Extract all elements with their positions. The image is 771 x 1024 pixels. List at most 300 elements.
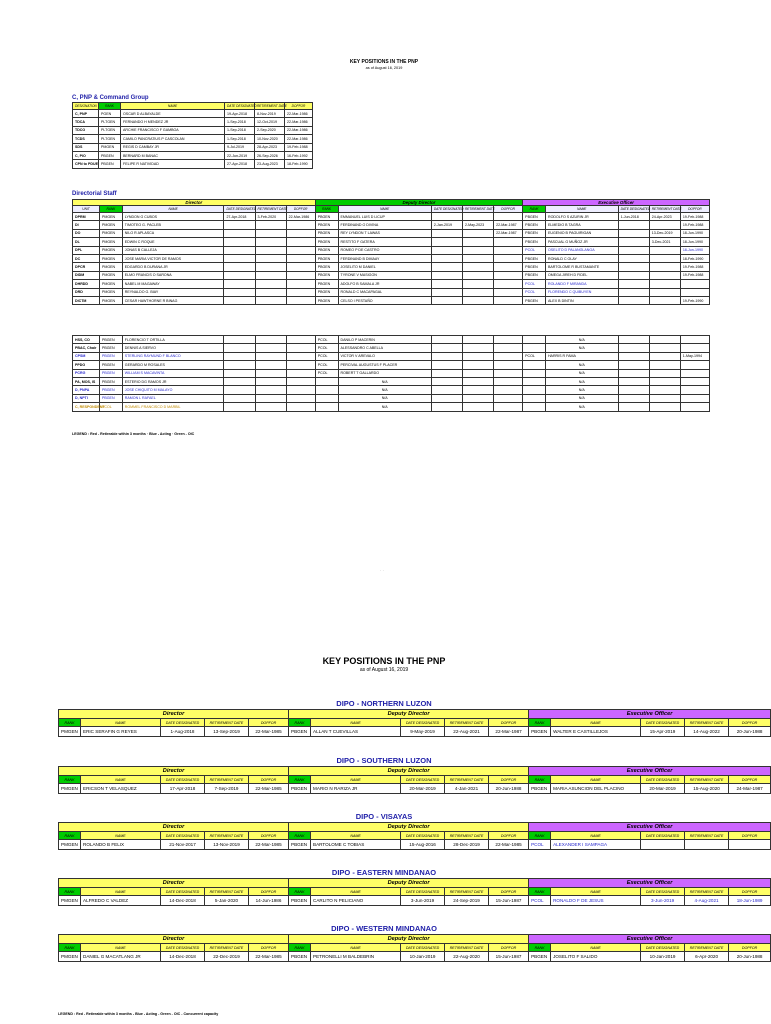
table-header-row xyxy=(59,832,771,840)
table-cell xyxy=(462,352,493,360)
table-cell xyxy=(286,352,315,360)
table-cell: 14-Jun-1986 xyxy=(249,896,289,906)
table-row xyxy=(73,361,710,369)
table-cell xyxy=(494,296,523,304)
table-cell xyxy=(680,394,709,402)
table-cell xyxy=(649,394,680,402)
table-cell xyxy=(224,221,255,229)
table-cell: PBGEN xyxy=(315,280,338,288)
table-cell: WALTER E CASTILLEJOS xyxy=(551,727,641,737)
table-cell: 3-Jun-2019 xyxy=(401,896,445,906)
table-cell: PCOL xyxy=(523,288,546,296)
column-header: DOPFOR xyxy=(729,888,771,896)
table-cell: 24-Mar-1987 xyxy=(729,784,771,794)
table-cell: 28-Apr-2023 xyxy=(255,143,285,151)
table-cell: ROMMEL FRANCISCO D MARBIL xyxy=(122,403,224,411)
table-cell xyxy=(286,377,315,385)
table-row xyxy=(73,229,710,237)
table-cell: PBGEN xyxy=(99,394,122,402)
table-cell: 15-Aug-2020 xyxy=(685,784,729,794)
column-header: RANK xyxy=(289,944,311,952)
table-cell: 22-Mar-1986 xyxy=(285,135,313,143)
column-header: RANK xyxy=(59,888,81,896)
column-header: DATE DESIGNATED xyxy=(641,776,685,784)
table-cell: ELMEDIO B TAGRA xyxy=(545,221,618,229)
table-cell: RESTITO F GATERA xyxy=(338,238,431,246)
table-cell xyxy=(286,238,315,246)
table-cell xyxy=(494,246,523,254)
table-cell: 6-Apr-2020 xyxy=(685,952,729,962)
table-cell: 24-Apr-2023 xyxy=(649,213,680,221)
table-cell: C, PNP xyxy=(73,110,99,118)
table-cell: HSS, CO xyxy=(73,336,100,344)
table-cell: RONALDO F DE JESUS xyxy=(551,896,641,906)
table-cell: ALLAN T CUEVILLAS xyxy=(311,727,401,737)
table-cell xyxy=(494,394,523,402)
table-cell: PCOL xyxy=(529,840,551,850)
table-cell xyxy=(618,344,649,352)
table-cell xyxy=(494,344,523,352)
table-cell: DPRM xyxy=(73,213,100,221)
column-header: DOPFOR xyxy=(729,944,771,952)
table-cell: PMGEN xyxy=(59,840,81,850)
table-cell xyxy=(618,386,649,394)
table-cell: 3-Dec-2021 xyxy=(649,238,680,246)
table-cell: 18-Feb-1990 xyxy=(285,160,313,168)
column-header: DATE DESIGNATED xyxy=(401,944,445,952)
column-header: DATE DESIGNATED xyxy=(641,832,685,840)
table-cell xyxy=(286,394,315,402)
table-header-row xyxy=(73,103,313,110)
table-cell: OMEGA JIREH D FIDEL xyxy=(545,271,618,279)
table-cell: RONALD C OLAY xyxy=(545,254,618,262)
table-cell: PBGEN xyxy=(523,238,546,246)
table-cell xyxy=(618,369,649,377)
table-cell: PMGEN xyxy=(99,246,122,254)
table-cell xyxy=(618,254,649,262)
table-cell: DPL xyxy=(73,246,100,254)
table-cell: CAMILO PANCRATIUS P CASCOLAN xyxy=(121,135,225,143)
table-cell xyxy=(431,377,462,385)
table-cell: N/A xyxy=(338,377,431,385)
column-header: NAME xyxy=(122,206,224,213)
group-header-row xyxy=(59,710,771,719)
table-cell: REGIS D CAMBAY JR xyxy=(121,143,225,151)
table-cell: PMGEN xyxy=(99,288,122,296)
table-cell xyxy=(431,246,462,254)
table-cell: JOSE MARIA VICTOR DE RAMOS xyxy=(122,254,224,262)
table-cell xyxy=(224,361,255,369)
table-cell xyxy=(462,361,493,369)
table-cell xyxy=(224,352,255,360)
column-header: DOPFOR xyxy=(729,776,771,784)
table-cell: CPSM xyxy=(73,352,100,360)
table-cell: PBGEN xyxy=(99,344,122,352)
table-cell: 22-Mar-1987 xyxy=(494,221,523,229)
table-cell: STERLING RAYMUND F BLANCO xyxy=(122,352,224,360)
table-cell xyxy=(618,280,649,288)
table-cell xyxy=(462,263,493,271)
table-cell: PBGEN xyxy=(529,952,551,962)
table-cell: HARRIS R FAMA xyxy=(545,352,618,360)
table-cell xyxy=(431,296,462,304)
column-header: RETIREMENT DATE xyxy=(205,776,249,784)
table-cell: PBGEN xyxy=(315,238,338,246)
column-header: DATE DESIGNATED xyxy=(161,888,205,896)
table-cell: FLORENDO C QUIBUYEN xyxy=(545,288,618,296)
column-header: RETIREMENT DATE xyxy=(445,776,489,784)
table-cell: ROMEO P DE CASTRO xyxy=(338,246,431,254)
table-cell: OSCAR D ALBAYALDE xyxy=(121,110,225,118)
column-header: DOPFOR xyxy=(249,832,289,840)
table-cell: 18-Jun-1990 xyxy=(680,238,709,246)
column-header: NAME xyxy=(545,206,618,213)
table-cell: 21-Nov-2017 xyxy=(161,840,205,850)
table-cell xyxy=(462,238,493,246)
table-cell: ADOLFO B SAMALA JR xyxy=(338,280,431,288)
table-cell xyxy=(431,213,462,221)
column-header: NAME xyxy=(311,719,401,727)
table-cell xyxy=(649,271,680,279)
table-header-row xyxy=(59,888,771,896)
table-cell: 28-Dec-2019 xyxy=(445,840,489,850)
column-header: RETIREMENT DATE xyxy=(255,103,285,110)
column-header: RANK xyxy=(59,944,81,952)
table-cell: 15-Apr-2019 xyxy=(641,727,685,737)
table-cell: PBGEN xyxy=(315,254,338,262)
column-header: DATE DESIGNATED xyxy=(641,888,685,896)
table-cell: CARLITO N PELICIANO xyxy=(311,896,401,906)
table-cell xyxy=(462,403,493,411)
table-cell xyxy=(224,263,255,271)
column-header: DATE DESIGNATED xyxy=(641,944,685,952)
table-cell: PMGEN xyxy=(59,727,81,737)
table-cell xyxy=(649,369,680,377)
table-row xyxy=(73,160,313,168)
group-label: Executive Officer xyxy=(529,767,771,776)
table-cell xyxy=(255,238,286,246)
table-cell xyxy=(255,229,286,237)
table-cell: DHRDD xyxy=(73,280,100,288)
table-cell: N/A xyxy=(338,403,431,411)
table-cell: PBGEN xyxy=(99,377,122,385)
table-cell: 19-Feb-1988 xyxy=(680,213,709,221)
column-header: DATE DESIGNATED xyxy=(431,206,462,213)
table-cell xyxy=(431,386,462,394)
dipo-title: DIPO - SOUTHERN LUZON xyxy=(336,756,432,765)
group-header-row xyxy=(59,767,771,776)
table-cell xyxy=(680,288,709,296)
table-cell xyxy=(286,254,315,262)
table-cell xyxy=(431,271,462,279)
column-header: RANK xyxy=(529,719,551,727)
table-cell: DENNIS A SIERVO xyxy=(122,344,224,352)
table-cell: PBGEN xyxy=(315,263,338,271)
table-row xyxy=(73,344,710,352)
table-cell: 9-Jul-2019 xyxy=(225,143,255,151)
table-cell: 14-Dec-2018 xyxy=(161,896,205,906)
table-cell xyxy=(680,361,709,369)
table-cell: PBGEN xyxy=(523,296,546,304)
table-cell: 19-Feb-1988 xyxy=(285,143,313,151)
table-cell: 19-Feb-1988 xyxy=(680,271,709,279)
table-cell xyxy=(286,280,315,288)
table-cell: 1-Aug-2018 xyxy=(161,727,205,737)
table-cell xyxy=(224,229,255,237)
table-cell: 2-Sep-2020 xyxy=(255,126,285,134)
dipo-table xyxy=(58,822,771,850)
table-cell: PCOL xyxy=(315,369,338,377)
table-cell xyxy=(462,280,493,288)
table-cell xyxy=(224,246,255,254)
table-cell: 4-Aug-2021 xyxy=(685,896,729,906)
table-cell: ALEXANDER I SAMPAGA xyxy=(551,840,641,850)
column-header: DATE DESIGNATED xyxy=(224,206,255,213)
table-cell xyxy=(431,394,462,402)
table-cell: PMGEN xyxy=(99,213,122,221)
table-cell: PBGEN xyxy=(315,221,338,229)
group-label: Deputy Director xyxy=(289,710,529,719)
table-row xyxy=(73,151,313,159)
table-cell xyxy=(618,403,649,411)
table-cell: DANILO P MACERIN xyxy=(338,336,431,344)
table-cell: ALFREDO C VALDEZ xyxy=(81,896,161,906)
table-cell xyxy=(462,369,493,377)
table-cell: 27-Apr-2018 xyxy=(225,160,255,168)
table-row xyxy=(73,296,710,304)
table-cell: 18-Jun-1990 xyxy=(680,229,709,237)
table-cell: MARIA ASUNCION DEL PLACINO xyxy=(551,784,641,794)
table-cell: WILLIAM S MACAVINTA xyxy=(122,369,224,377)
table-cell: 22-Mar-1985 xyxy=(249,727,289,737)
table-cell: PLTGEN xyxy=(99,135,121,143)
table-cell: VICTOR V AREVALO xyxy=(338,352,431,360)
column-header: NAME xyxy=(121,103,225,110)
table-cell: PCOL xyxy=(523,280,546,288)
table-cell xyxy=(649,254,680,262)
column-header: RANK xyxy=(529,888,551,896)
group-label: Director xyxy=(59,767,289,776)
table-cell: PMGEN xyxy=(99,263,122,271)
table-row xyxy=(73,221,710,229)
dipo-table xyxy=(58,766,771,794)
deputy-group-label: Deputy Director xyxy=(315,200,522,206)
table-cell: PMGEN xyxy=(99,254,122,262)
table-cell xyxy=(649,280,680,288)
column-header: DATE DESIGNATED xyxy=(641,719,685,727)
column-header: RANK xyxy=(529,832,551,840)
page2-date: as of August 16, 2019 xyxy=(359,667,409,673)
table-cell: PMGEN xyxy=(59,896,81,906)
table-cell: ESTERIO DG RAMOS JR xyxy=(122,377,224,385)
column-header: RANK xyxy=(289,719,311,727)
table-row xyxy=(59,727,771,737)
column-header: NAME xyxy=(81,944,161,952)
column-header: DATE DESIGNATED xyxy=(161,776,205,784)
table-cell: SDS xyxy=(73,143,99,151)
table-cell: PCOL xyxy=(315,336,338,344)
table-cell: 12-Oct-2019 xyxy=(255,118,285,126)
table-cell: N/A xyxy=(545,403,618,411)
table-cell: 4-Jan-2021 xyxy=(445,784,489,794)
table-cell: 22-Jun-2019 xyxy=(225,151,255,159)
column-header: DOPFOR xyxy=(489,832,529,840)
column-header: RANK xyxy=(529,944,551,952)
group-label: Deputy Director xyxy=(289,767,529,776)
column-header: RETIREMENT DATE xyxy=(445,832,489,840)
group-header-row xyxy=(59,879,771,888)
column-header: DATE DESIGNATED xyxy=(161,832,205,840)
table-cell xyxy=(462,271,493,279)
table-cell: PMGEN xyxy=(99,296,122,304)
table-cell: PMGEN xyxy=(59,784,81,794)
column-header: NAME xyxy=(81,888,161,896)
table-cell: ARCHIE FRANCISCO F GAMBOA xyxy=(121,126,225,134)
table-cell: PBGEN xyxy=(523,213,546,221)
table-cell xyxy=(649,263,680,271)
table-cell: PMGEN xyxy=(99,280,122,288)
table-cell: PBGEN xyxy=(289,784,311,794)
table-cell: 22-Mar-1985 xyxy=(249,784,289,794)
group-label: Executive Officer xyxy=(529,935,771,944)
table-cell xyxy=(649,377,680,385)
table-header-row xyxy=(59,719,771,727)
table-cell xyxy=(649,296,680,304)
table-cell: DL xyxy=(73,238,100,246)
table-row xyxy=(59,840,771,850)
table-cell: PBGEN xyxy=(289,896,311,906)
table-cell: 22-Mar-1986 xyxy=(285,118,313,126)
table-header-row xyxy=(59,944,771,952)
table-cell: PBGEN xyxy=(99,386,122,394)
dipo-table xyxy=(58,709,771,737)
table-cell: BARTOLOME R BUSTAMANTE xyxy=(545,263,618,271)
dipo-title: DIPO - EASTERN MINDANAO xyxy=(331,868,437,877)
table-cell: 9-May-2019 xyxy=(401,727,445,737)
legend-page2: LEGEND : Red - Retireable within 3 months - Blue - Acting - Green - OIC - Concurrent capacity xyxy=(58,1012,219,1016)
table-cell: 22-Mar-1987 xyxy=(489,727,529,737)
table-cell xyxy=(224,336,255,344)
table-row xyxy=(73,280,710,288)
table-cell: PBGEN xyxy=(99,151,121,159)
table-cell: DRD xyxy=(73,288,100,296)
table-cell xyxy=(494,336,523,344)
page-title: KEY POSITIONS IN THE PNP xyxy=(349,59,419,65)
column-header: RANK xyxy=(289,832,311,840)
column-header: NAME xyxy=(551,776,641,784)
table-cell: EMMANUEL LUIS D LICUP xyxy=(338,213,431,221)
column-header: RETIREMENT DATE xyxy=(685,719,729,727)
column-header: RETIREMENT DATE xyxy=(205,832,249,840)
table-cell: TDCO xyxy=(73,126,99,134)
table-cell xyxy=(255,344,286,352)
table-row xyxy=(73,263,710,271)
table-cell xyxy=(224,394,255,402)
table-cell: NABEL M MAGAWAY xyxy=(122,280,224,288)
table-cell: 22-Mar-1985 xyxy=(249,952,289,962)
table-cell xyxy=(523,369,546,377)
table-cell xyxy=(431,229,462,237)
table-cell: PBGEN xyxy=(289,952,311,962)
table-cell: JOSE CHIQUITO M MALAYO xyxy=(122,386,224,394)
column-header: DOPFOR xyxy=(249,776,289,784)
column-header: NAME xyxy=(311,888,401,896)
column-header: DOPFOR xyxy=(249,888,289,896)
table-cell: PMGEN xyxy=(99,238,122,246)
table-cell xyxy=(462,246,493,254)
table-row xyxy=(73,271,710,279)
table-cell: 18-Jun-1989 xyxy=(729,896,771,906)
table-cell: DI xyxy=(73,221,100,229)
table-cell: PBGEN xyxy=(99,361,122,369)
table-cell xyxy=(255,246,286,254)
table-row xyxy=(73,118,313,126)
table-cell: FLORENCIO T ORTILLA xyxy=(122,336,224,344)
document-page: KEY POSITIONS IN THE PNP as of August 16, 2019 C, PNP & Command Group DESIGNATION RANK NAME DATE DESIGNATED RETIREMENT DATE DOPFOR C, PNP PGEN OSCAR D ALBAYALDE 19-Apr-2018 8-Nov-2019 22-Mar-1986 TDCA PLTGEN FERNANDO H MENDEZ JR 1-Sep-2018 12-Oct-2019 22-Mar-1986 TDCO PLTGEN ARCHIE FRANCISCO F GAMBOA 1-Sep-2018 2-Sep-2020 22-Mar-1986 TCDS PLTGEN CAMILO PANCRATIUS P CASCOLAN 1-Sep-2018 10-Nov-2020 22-Mar-1986 SDS PMGEN REGIS D CAMBAY JR 9-Jul-2019 28-Apr-2023 19-Feb-1988 C, PIO PBGEN BERNARD M BANAC 22-Jun-2019 26-Sep-2026 16-Feb-1992 CPN to PDUE PBGEN FELIPE R NATIVIDAD 27-Apr-2018 23-Aug-2023 18-Feb-1990 Directorial Staff Director Deputy Director Executive Officer UNIT RANK NAME DATE DESIGNATED RETIREMENT DATE DOPFOR RANK NAME DATE DESIGNATED RETIREMENT DATE DOPFOR RANK NAME DATE DESIGNATED RETIREMENT DATE DOPFOR DPRM PMGEN LYNDON G CUBOS 27-Apr-2018 3-Feb-2020 22-Mar-1986 PBGEN EMMANUEL LUIS D LICUP PBGEN RODOLFO S AZURIN JR 1-Jun-2018 24-Apr-2023 19-Feb-1988 DI PMGEN TIMOTEO G. PACLEB PBGEN FERDINAND O DIVINA 2-Jan-2019 2-May-2023 22-Mar-1987 PBGEN ELMEDIO B TAGRA 19-Feb-1988 DO PMGEN NILO R APLASCA PBGEN REY LYNDON T LAWAS 22-Mar-1987 PBGEN EUGENIO B PAGUIRIGAN 13-Dec-2019 18-Jun-1990 DL PMGEN EDWIN C ROQUE PBGEN RESTITO F GATERA PBGEN PASCUAL G MUÑOZ JR 3-Dec-2021 18-Jun-1990 DPL PMGEN JONAS B CALLEJA PBGEN ROMEO P DE CASTRO PCOL OSELITO D PALANGLANGA 18-Jun-1990 DC PMGEN JOSE MARIA VICTOR DE RAMOS PBGEN FERDINAND B DIMAAY PBGEN RONALD C OLAY 18-Feb-1990 DPCR PMGEN EDGARDO B DURANA JR PBGEN JOSELITO M DANIEL PBGEN BARTOLOME R BUSTAMANTE 19-Feb-1988 DIDM PMGEN ELMO FRANCIS O SARONA PBGEN TYRONE V MASIGON PBGEN OMEGA JIREH D FIDEL 19-Feb-1988 DHRDD PMGEN NABEL M MAGAWAY PBGEN ADOLFO B SAMALA JR PCOL ROLANDO F MIRANDA DRD PMGEN REYNALDO G. BIAY PBGEN RONALD C MACAPAGAL PCOL FLORENDO C QUIBUYEN DICTM PMGEN CESAR HAWTHORNE R BINAG PBGEN CELSO I PESTAÑO PBGEN ALEX B DINTIN 19-Feb-1990 HSS, CO PBGEN FLORENCIO T ORTILLA PCOL DANILO P MACERIN N/A PBAC, Chair PBGEN DENNIS A SIERVO PCOL ALESSANDRO C ABELLA N/A CPSM PBGEN STERLING RAYMUND F BLANCO PCOL VICTOR V AREVALO PCOL HARRIS R FAMA 1-May-1994 PPDO PBGEN GERARDO M ROSALES PCOL PERCIVAL AUGUSTUS F PLACER N/A PCRG PBGEN WILLIAM S MACAVINTA PCOL ROBERT T GALLARDO N/A PA, MOS, IS PBGEN ESTERIO DG RAMOS JR N/A N/A D, PNPA PBGEN JOSE CHIQUITO M MALAYO N/A N/A D, NPTI PBGEN RAMON L RAFAEL N/A N/A C, RESPONDENT PCOL ROMMEL FRANCISCO D MARBIL N/A N/A LEGEND : Red - Retireable within 3 months · Blue - Acting · Green - OIC · · KEY POSITIONS IN THE PNP as of August 16, 2019 DIPO - NORTHERN LUZON Director Deputy Director Executive Officer RANK NAME DATE DESIGNATED RETIREMENT DATE DOPFOR RANK NAME DATE DESIGNATED RETIREMENT DATE DOPFOR RANK NAME DATE DESIGNATED RETIREMENT DATE DOPFOR PMGEN ERIC SERAFIN G REYES 1-Aug-2018 13-Sep-2019 22-Mar-1985 PBGEN ALLAN T CUEVILLAS 9-May-2019 22-Aug-2021 22-Mar-1987 PBGEN WALTER E CASTILLEJOS 15-Apr-2019 14-Aug-2022 20-Jun-1988 DIPO - SOUTHERN LUZON Director Deputy Director Executive Officer RANK NAME DATE DESIGNATED RETIREMENT DATE DOPFOR RANK NAME DATE DESIGNATED RETIREMENT DATE DOPFOR RANK NAME DATE DESIGNATED RETIREMENT DATE DOPFOR PMGEN ERICSON T VELASQUEZ 17-Apr-2018 7-Sep-2019 22-Mar-1985 PBGEN MARIO N RARIZA JR 20-Mar-2019 4-Jan-2021 20-Jun-1988 PBGEN MARIA ASUNCION DEL PLACINO 20-Mar-2019 15-Aug-2020 24-Mar-1987 DIPO - VISAYAS Director Deputy Director Executive Officer RANK NAME DATE DESIGNATED RETIREMENT DATE DOPFOR RANK NAME DATE DESIGNATED RETIREMENT DATE DOPFOR RANK NAME DATE DESIGNATED RETIREMENT DATE DOPFOR PMGEN ROLANDO B FELIX 21-Nov-2017 13-Nov-2019 22-Mar-1985 PBGEN BARTOLOME C TOBIAS 15-Aug-2016 28-Dec-2019 22-Mar-1985 PCOL ALEXANDER I SAMPAGA DIPO - EASTERN MINDANAO Director Deputy Director Executive Officer RANK NAME DATE DESIGNATED RETIREMENT DATE DOPFOR RANK NAME DATE DESIGNATED RETIREMENT DATE DOPFOR RANK NAME DATE DESIGNATED RETIREMENT DATE DOPFOR PMGEN ALFREDO C VALDEZ 14-Dec-2018 5-Jan-2020 14-Jun-1986 PBGEN CARLITO N PELICIANO 3-Jun-2019 24-Sep-2019 15-Jun-1987 PCOL RONALDO F DE JESUS 3-Jun-2019 4-Aug-2021 18-Jun-1989 DIPO - WESTERN MINDANAO Director Deputy Director Executive Officer RANK NAME DATE DESIGNATED RETIREMENT DATE DOPFOR RANK NAME DATE DESIGNATED RETIREMENT DATE DOPFOR RANK NAME DATE DESIGNATED RETIREMENT DATE DOPFOR PMGEN DANIEL G MACATLANG JR 14-Dec-2018 22-Dec-2019 22-Mar-1985 PBGEN PETRONELLI M BALDEBRIN 10-Jan-2019 22-Aug-2020 15-Jun-1987 PBGEN JOSELITO F SALIDO 10-Jan-2019 6-Apr-2020 20-Jun-1988 LEGEND : Red - Retireable within 3 months - Blue - Acting - Green - OIC - Concurrent capacity xyxy=(0,0,768,1024)
table-cell: PMGEN xyxy=(99,221,122,229)
table-row xyxy=(59,784,771,794)
table-cell: DO xyxy=(73,229,100,237)
table-cell xyxy=(431,288,462,296)
table-cell xyxy=(431,238,462,246)
table-cell xyxy=(255,369,286,377)
table-cell: 22-Aug-2021 xyxy=(445,727,489,737)
table-row xyxy=(73,352,710,360)
table-cell: 18-Jun-1990 xyxy=(680,246,709,254)
table-header-row xyxy=(59,776,771,784)
column-header: DOPFOR xyxy=(489,776,529,784)
column-header: NAME xyxy=(551,719,641,727)
table-cell: PBGEN xyxy=(523,263,546,271)
table-cell xyxy=(649,344,680,352)
column-header: RETIREMENT DATE xyxy=(445,944,489,952)
column-header: DOPFOR xyxy=(489,719,529,727)
table-cell xyxy=(431,263,462,271)
table-cell xyxy=(462,229,493,237)
table-row xyxy=(73,143,313,151)
table-cell xyxy=(431,344,462,352)
table-cell: N/A xyxy=(545,386,618,394)
table-cell: PCRG xyxy=(73,369,100,377)
table-cell: N/A xyxy=(545,394,618,402)
column-header: NAME xyxy=(311,832,401,840)
column-header: DOPFOR xyxy=(489,888,529,896)
column-header: NAME xyxy=(81,719,161,727)
table-cell: PBGEN xyxy=(99,336,122,344)
table-cell xyxy=(494,271,523,279)
table-cell xyxy=(618,361,649,369)
column-header: DATE DESIGNATED xyxy=(161,944,205,952)
table-cell xyxy=(255,352,286,360)
table-row xyxy=(73,238,710,246)
table-cell: C, RESPONDENT xyxy=(73,403,100,411)
column-header: RETIREMENT DATE xyxy=(685,888,729,896)
table-cell xyxy=(286,369,315,377)
table-cell: JOSELITO F SALIDO xyxy=(551,952,641,962)
table-cell xyxy=(618,352,649,360)
table-cell xyxy=(315,403,338,411)
table-cell: GERARDO M ROSALES xyxy=(122,361,224,369)
table-cell xyxy=(224,271,255,279)
table-cell xyxy=(224,377,255,385)
table-cell: 22-Mar-1986 xyxy=(285,126,313,134)
table-cell xyxy=(224,254,255,262)
table-cell: 13-Sep-2019 xyxy=(205,727,249,737)
table-cell: ROLANDO F MIRANDA xyxy=(545,280,618,288)
group-label: Deputy Director xyxy=(289,879,529,888)
table-cell: FELIPE R NATIVIDAD xyxy=(121,160,225,168)
table-cell xyxy=(286,288,315,296)
